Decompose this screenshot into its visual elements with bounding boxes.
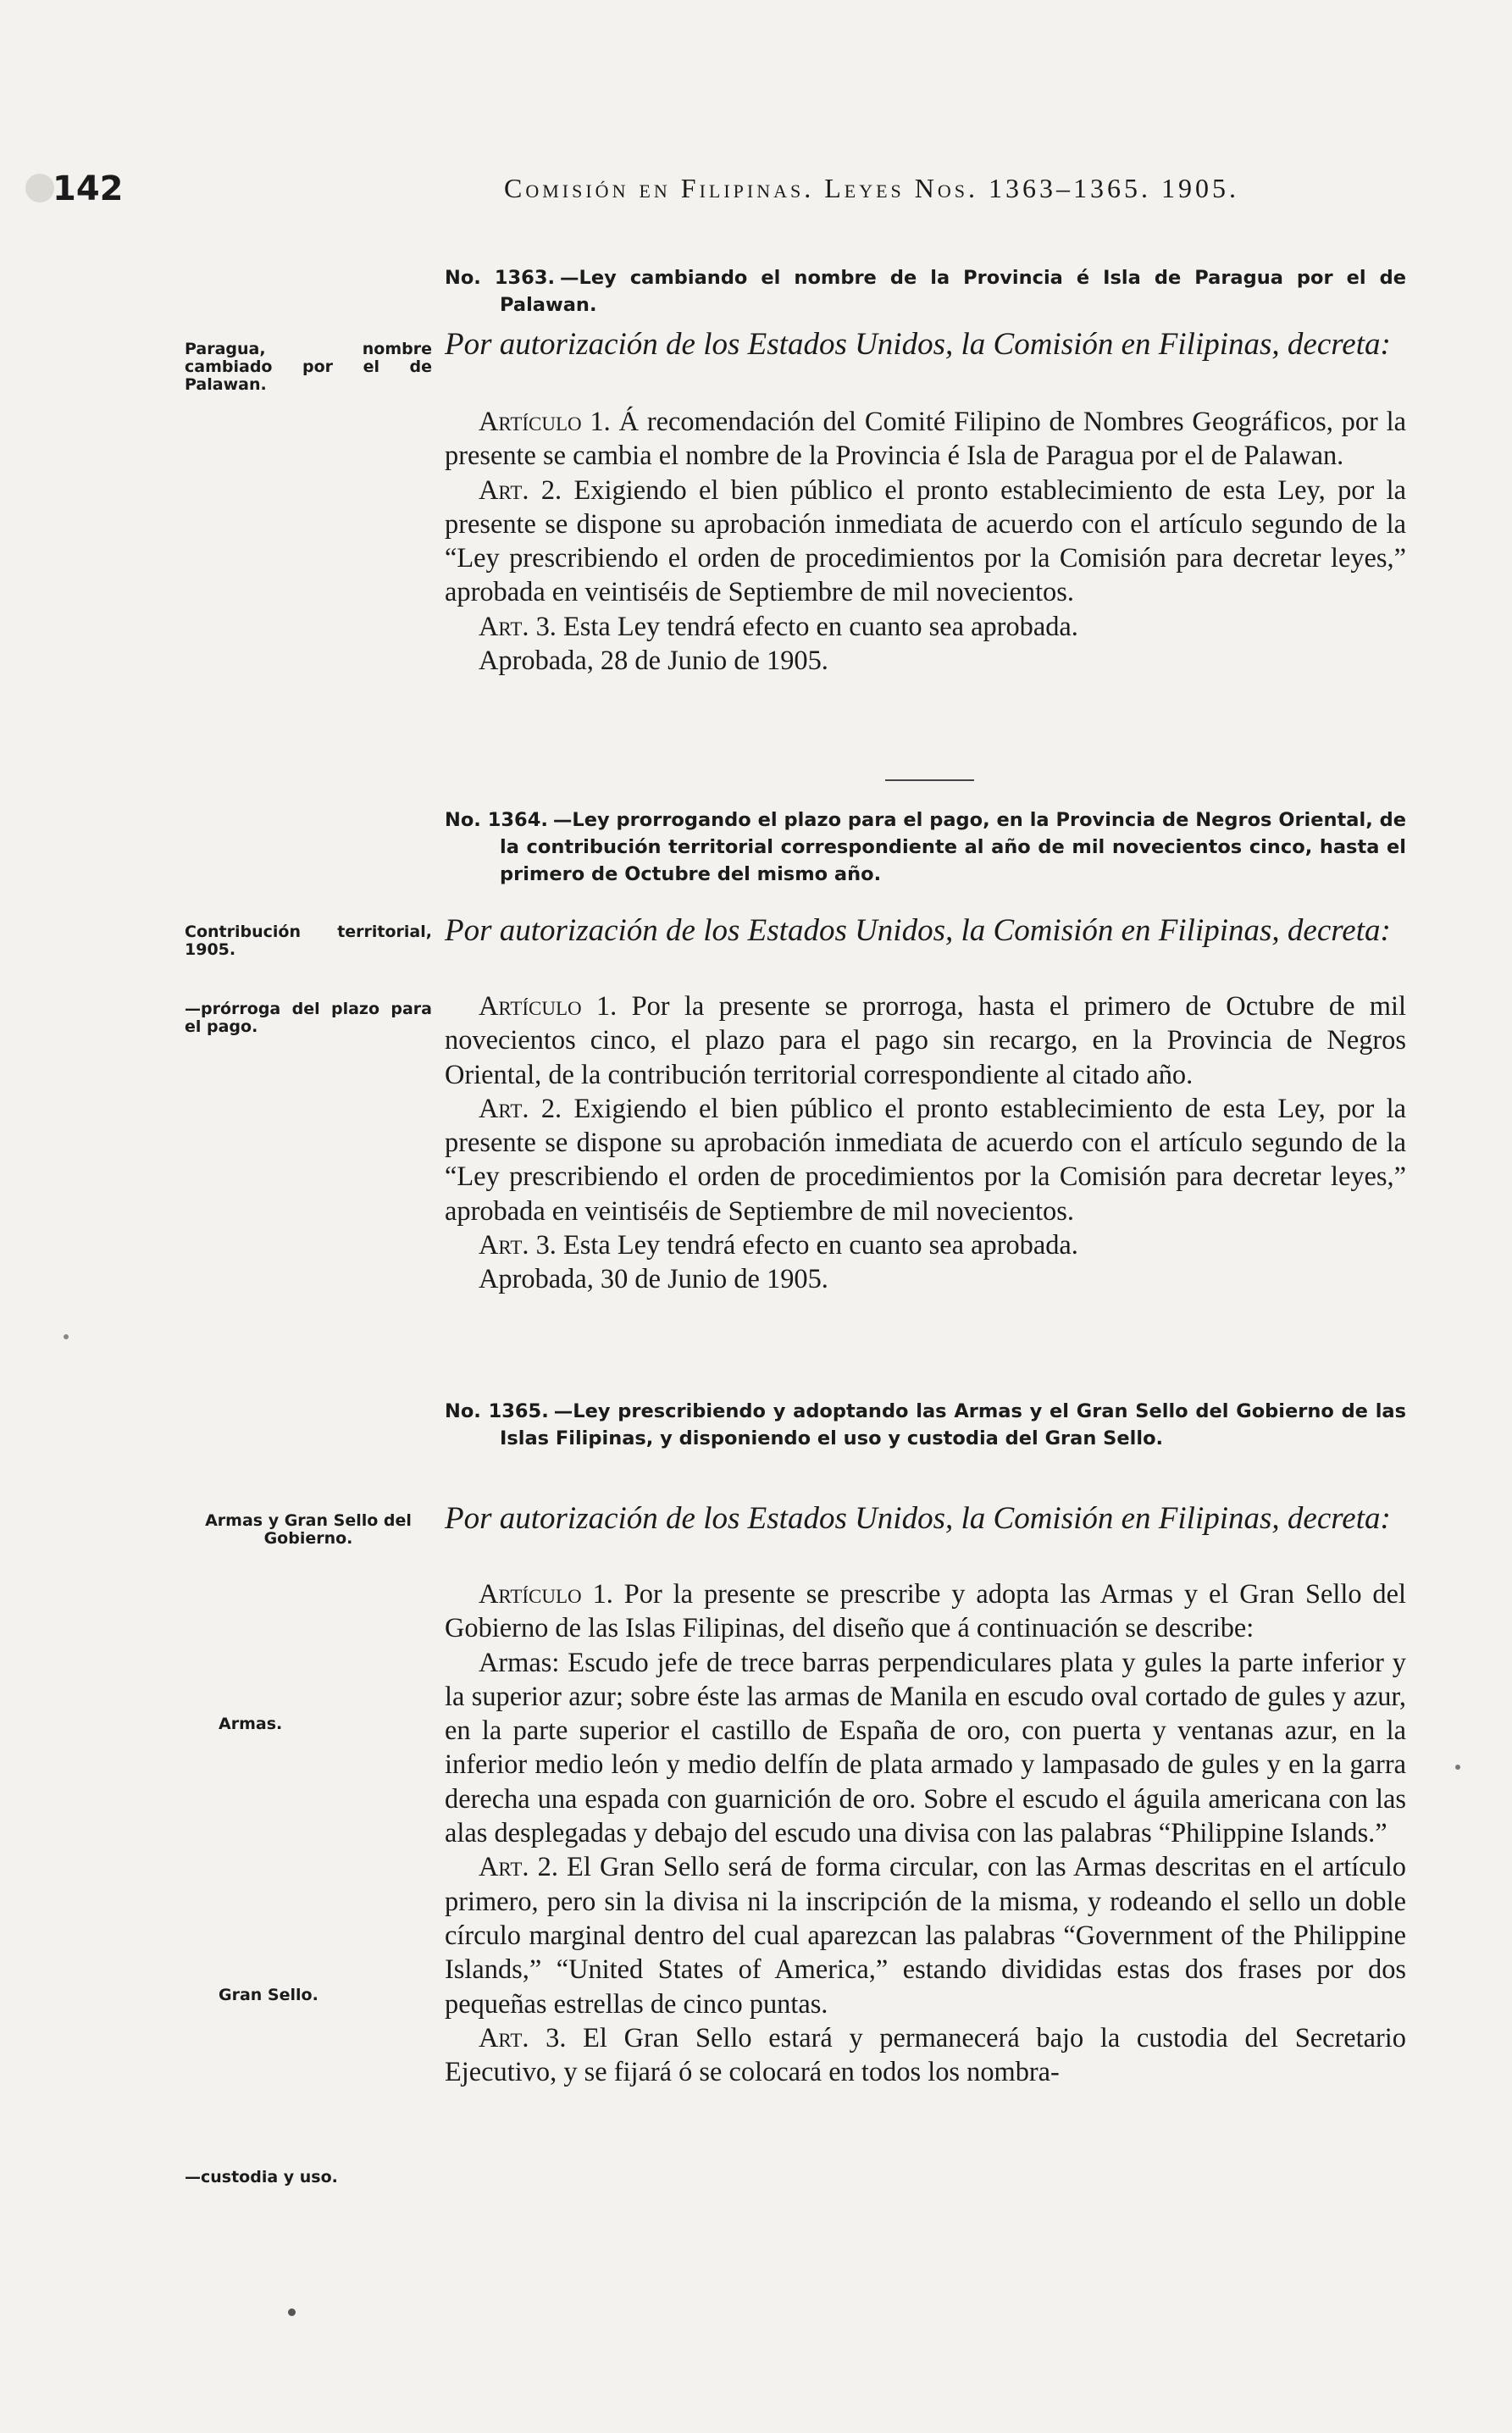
law-title <box>445 1398 1406 1452</box>
law-body <box>445 989 1406 1262</box>
margin-note-prorroga: —prórroga del plazo para el pago. <box>185 1000 432 1036</box>
law-1364-body <box>445 989 1406 1296</box>
article-label: Art. 3. <box>479 1230 557 1261</box>
enacting-clause: Por autorización de los Estados Unidos, la Comisión en Filipinas, decreta: <box>445 1501 1391 1536</box>
margin-note-custodia: —custodia y uso. <box>185 2168 338 2186</box>
article-1 <box>445 405 1406 474</box>
enacting-clause-1364 <box>445 912 1406 950</box>
article-1 <box>445 989 1406 1092</box>
article-text: El Gran Sello estará y permanecerá bajo la custodia del Secretario Ejecutivo, y se fijará ó se colocará en todos los nombra- <box>445 2022 1406 2088</box>
page-number: 142 <box>53 169 124 208</box>
law-title-text: —Ley prorrogando el plazo para el pago, en la Provincia de Negros Oriental, de la contribución territorial correspondiente al año de mil novecientos cinco, hasta el primero de Octubre del mismo año. <box>500 809 1406 885</box>
ink-speck <box>288 2308 296 2316</box>
enacting-clause: Por autorización de los Estados Unidos, la Comisión en Filipinas, decreta: <box>445 327 1391 362</box>
law-body <box>445 1577 1406 2089</box>
law-title <box>445 264 1406 319</box>
enacting-clause-1365 <box>445 1499 1406 1538</box>
article-1 <box>445 1577 1406 1646</box>
article-label: Art. 2. <box>479 474 562 506</box>
law-number: No. 1363. <box>445 267 556 289</box>
article-3 <box>445 2021 1406 2090</box>
law-number: No. 1364. <box>445 809 548 831</box>
law-1365 <box>445 1398 1406 1452</box>
article-3 <box>445 610 1406 644</box>
article-text: Escudo jefe de trece barras perpendiculares plata y gules la parte inferior y la superior azur; sobre éste las armas de Manila en escudo oval cortado de gules y azur, en la parte superior el castillo de España de oro, con puerta y ventanas azur, en la inferior medio león y medio delfín de plata armado y lampasado de gules y en la garra derecha una espada con guarnición de oro. Sobre el escudo el águila americana con las alas desplegadas y debajo del escudo una divisa con las palabras “Philippine Islands.” <box>445 1647 1406 1849</box>
ink-speck <box>64 1334 69 1339</box>
article-label: Art. 3. <box>479 2022 567 2053</box>
article-label: Artículo 1. <box>479 991 618 1022</box>
law-1363-body <box>445 405 1406 678</box>
article-text: Exigiendo el bien público el pronto establecimiento de esta Ley, por la presente se dispone su aprobación inmediata de acuerdo con el artículo segundo de la “Ley prescribiendo el orden de procedimientos por la Comisión para decretar leyes,” aprobada en veintiséis de Septiembre de mil novecientos. <box>445 474 1406 608</box>
law-number: No. 1365. <box>445 1400 549 1422</box>
ink-speck <box>1455 1765 1460 1770</box>
article-label: Artículo 1. <box>479 407 611 437</box>
article-label: Art. 2. <box>479 1852 558 1883</box>
law-body <box>445 405 1406 644</box>
margin-note-armas-sello: Armas y Gran Sello del Gobierno. <box>205 1511 412 1548</box>
article-label: Armas: <box>479 1647 560 1678</box>
law-1365-body <box>445 1577 1406 2089</box>
law-title-text: —Ley prescribiendo y adoptando las Armas y el Gran Sello del Gobierno de las Islas Filipinas, y disponiendo el uso y custodia del Gran Sello. <box>500 1400 1406 1449</box>
article-3 <box>445 1228 1406 1262</box>
law-1364 <box>445 806 1406 888</box>
running-head: Comisión en Filipinas. Leyes Nos. 1363–1365. 1905. <box>504 173 1240 203</box>
margin-note-contribucion: Contribución territorial, 1905. <box>185 923 432 959</box>
article-text: Por la presente se prorroga, hasta el primero de Octubre de mil novecientos cinco, el plazo para el pago sin recargo, en la Provincia de Negros Oriental, de la contribución territorial correspondiente al citado año. <box>445 991 1407 1090</box>
article-2 <box>445 474 1406 610</box>
margin-note-paragua: Paragua, nombre cambiado por el de Palawan. <box>185 340 432 394</box>
article-label: Artículo 1. <box>479 1579 613 1610</box>
article-2 <box>445 1092 1406 1228</box>
approval-date: Aprobada, 28 de Junio de 1905. <box>479 646 828 677</box>
section-divider <box>885 779 974 781</box>
law-1363 <box>445 264 1406 319</box>
article-text: Esta Ley tendrá efecto en cuanto sea aprobada. <box>556 611 1078 642</box>
article-text: El Gran Sello será de forma circular, con las Armas descritas en el artículo primero, pero sin la divisa ni la inscripción de la misma, y rodeando el sello un doble círculo marginal dentro del cual aparezcan las palabras “Government of the Philippine Islands,” “United States of America,” estando divididas estas dos frases por dos pequeñas estrellas de cinco puntas. <box>445 1852 1407 2020</box>
enacting-clause-1363 <box>445 325 1406 364</box>
margin-note-armas: Armas. <box>219 1715 283 1733</box>
law-title-text: —Ley cambiando el nombre de la Provincia é Isla de Paragua por el de Palawan. <box>500 267 1406 316</box>
arms-description <box>445 1646 1406 1851</box>
enacting-clause: Por autorización de los Estados Unidos, la Comisión en Filipinas, decreta: <box>445 913 1391 948</box>
article-text: Exigiendo el bien público el pronto establecimiento de esta Ley, por la presente se dispone su aprobación inmediata de acuerdo con el artículo segundo de la “Ley prescribiendo el orden de procedimientos por la Comisión para decretar leyes,” aprobada en veintiséis de Septiembre de mil novecientos. <box>445 1093 1406 1227</box>
margin-note-gran-sello: Gran Sello. <box>219 1986 318 2004</box>
article-label: Art. 3. <box>479 611 557 642</box>
approval-date: Aprobada, 30 de Junio de 1905. <box>479 1264 828 1295</box>
article-2 <box>445 1850 1406 2020</box>
page-header <box>0 169 1512 220</box>
article-label: Art. 2. <box>479 1093 562 1124</box>
article-text: Á recomendación del Comité Filipino de Nombres Geográficos, por la presente se cambia el nombre de la Provincia é Isla de Paragua por el de Palawan. <box>445 407 1407 472</box>
article-text: Por la presente se prescribe y adopta las Armas y el Gran Sello del Gobierno de las Islas Filipinas, del diseño que á continuación se describe: <box>445 1579 1407 1644</box>
scan-smudge <box>25 174 54 202</box>
law-title <box>445 806 1406 888</box>
article-text: Esta Ley tendrá efecto en cuanto sea aprobada. <box>556 1230 1078 1261</box>
